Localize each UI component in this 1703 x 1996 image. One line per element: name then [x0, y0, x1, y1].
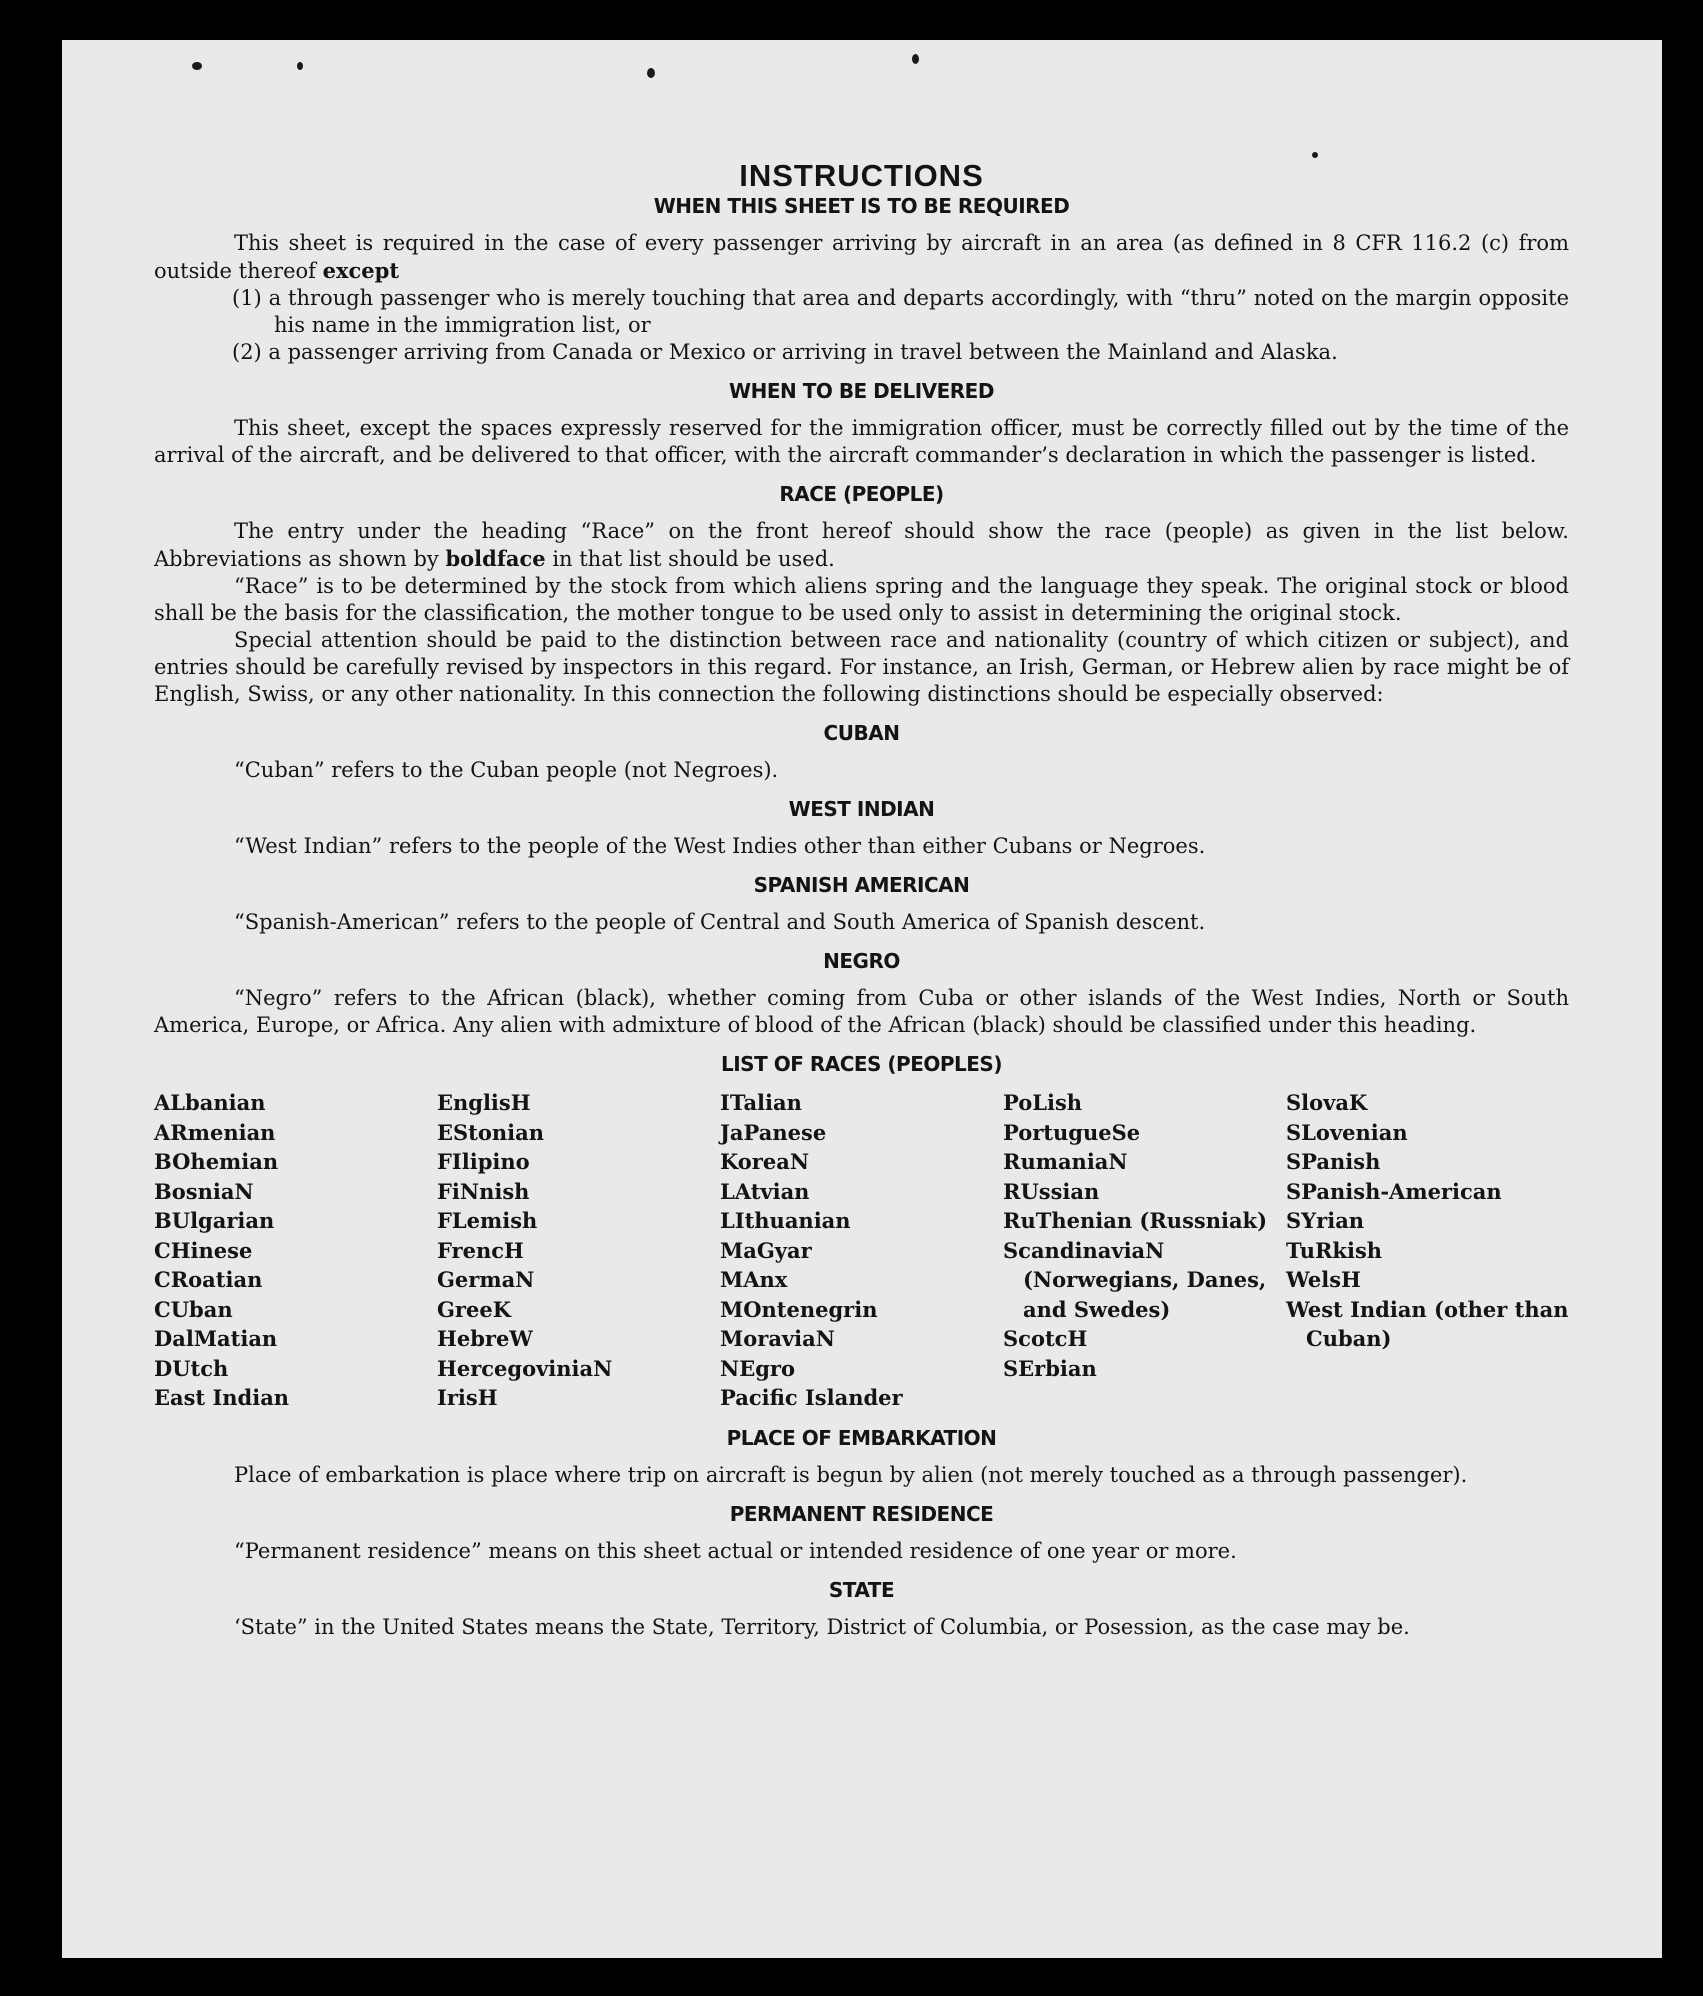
required-item-2: (2) a passenger arriving from Canada or Mexico or arriving in travel between the Mainland and Alaska.	[232, 340, 1338, 364]
race-paragraph-2: “Race” is to be determined by the stock from which aliens spring and the language they speak. The original stock or blood shall be the basis for the classification, the mother tongue to be used only to assist in determining the original stock.	[154, 574, 1569, 625]
race-item: SPanish-American	[1286, 1178, 1502, 1204]
race-item: SErbian	[1003, 1355, 1097, 1381]
heading-when-required: WHEN THIS SHEET IS TO BE REQUIRED	[653, 194, 1070, 218]
heading-place-of-embarkation: PLACE OF EMBARKATION	[726, 1425, 997, 1450]
heading-state: STATE	[828, 1577, 895, 1602]
ink-speck	[647, 68, 655, 78]
race-item: ALbanian	[154, 1090, 266, 1115]
delivered-text: This sheet, except the spaces expressly reserved for the immigration officer, must be correctly filled out by the time of the arrival of the aircraft, and be delivered to that officer, with the aircraft commander’s declaration in which the passenger is listed.	[154, 416, 1569, 467]
race-item: WelsH	[1286, 1267, 1361, 1292]
race-item: SYrian	[1286, 1208, 1365, 1233]
race-item: ScotcH	[1003, 1326, 1088, 1351]
race-paragraph-3: Special attention should be paid to the distinction between race and nationality (country of which citizen or subject), and entries should be carefully revised by inspectors in this regard. For instance, an Irish, German, or Hebrew alien by race might be of English, Swiss, or any other nationality. In this connection the following distinctions should be especially observed:	[154, 628, 1569, 706]
race-item: Pacific Islander	[720, 1385, 903, 1410]
ink-speck	[297, 62, 303, 70]
race-paragraph-1: The entry under the heading “Race” on the front hereof should show the race (people) as given in the list below. Abbreviations as shown by boldface in that list should be used.	[154, 519, 1569, 571]
ink-speck	[912, 54, 919, 64]
race-item: TuRkish	[1286, 1237, 1383, 1263]
races-column-1	[154, 1088, 437, 1413]
ink-speck	[192, 62, 202, 70]
race-item: RuThenian (Russniak)	[1003, 1208, 1268, 1233]
required-item-1: (1) a through passenger who is merely touching that area and departs accordingly, with “thru” noted on the margin opposite his name in the immigration list, or	[232, 286, 1569, 337]
race-item: EStonian	[437, 1119, 544, 1145]
race-item: NEgro	[720, 1355, 795, 1381]
heading-race: RACE (PEOPLE)	[779, 482, 944, 506]
heading-when-delivered: WHEN TO BE DELIVERED	[729, 379, 994, 403]
race-item: HercegoviniaN	[437, 1355, 613, 1381]
race-item: PortugueSe	[1003, 1119, 1141, 1145]
race-item: East Indian	[154, 1385, 290, 1410]
race-item: LIthuanian	[720, 1208, 851, 1233]
race-item: MAnx	[720, 1267, 788, 1292]
page-title: INSTRUCTIONS	[739, 158, 984, 193]
race-item: ARmenian	[154, 1119, 276, 1145]
instructions-content	[154, 158, 1569, 1641]
race-item: FiNnish	[437, 1178, 530, 1204]
race-item: IrisH	[437, 1385, 498, 1410]
race-item: ScandinaviaN (Norwegians, Danes, and Swedes)	[1003, 1237, 1267, 1322]
race-item: CRoatian	[154, 1267, 263, 1292]
race-item: FIlipino	[437, 1149, 530, 1174]
race-item: SlovaK	[1286, 1090, 1368, 1115]
spanish-american-text: “Spanish-American” refers to the people of Central and South America of Spanish descent.	[234, 910, 1206, 934]
race-item: BosniaN	[154, 1178, 254, 1204]
races-list	[154, 1088, 1569, 1413]
race-item: GreeK	[437, 1296, 511, 1322]
race-item: ITalian	[720, 1090, 802, 1115]
race-item: KoreaN	[720, 1149, 810, 1174]
residence-text: “Permanent residence” means on this sheet actual or intended residence of one year or more.	[234, 1538, 1237, 1563]
race-item: DUtch	[154, 1355, 229, 1381]
heading-negro: NEGRO	[823, 949, 900, 973]
race-item: HebreW	[437, 1326, 533, 1351]
race-item: MaGyar	[720, 1237, 812, 1263]
race-item: EnglisH	[437, 1090, 531, 1115]
race-item: FLemish	[437, 1208, 538, 1233]
race-item: PoLish	[1003, 1090, 1083, 1115]
races-column-5	[1286, 1088, 1569, 1413]
state-text: ‘State” in the United States means the State, Territory, District of Columbia, or Posession, as the case may be.	[234, 1614, 1410, 1639]
race-item: MOntenegrin	[720, 1296, 878, 1322]
race-item: LAtvian	[720, 1178, 810, 1204]
race-item: CHinese	[154, 1237, 253, 1263]
race-item: JaPanese	[720, 1119, 827, 1145]
required-intro: This sheet is required in the case of every passenger arriving by aircraft in an area (as defined in 8 CFR 116.2 (c) from outside thereof except	[154, 231, 1569, 283]
heading-west-indian: WEST INDIAN	[788, 797, 935, 821]
races-column-2	[437, 1088, 720, 1413]
race-item: RUssian	[1003, 1178, 1100, 1204]
race-item: BUlgarian	[154, 1208, 275, 1233]
race-item: BOhemian	[154, 1149, 279, 1174]
race-item: MoraviaN	[720, 1326, 835, 1351]
embarkation-text: Place of embarkation is place where trip on aircraft is begun by alien (not merely touched as a through passenger).	[234, 1462, 1468, 1487]
race-item: RumaniaN	[1003, 1149, 1128, 1174]
race-item: SLovenian	[1286, 1119, 1408, 1145]
heading-spanish-american: SPANISH AMERICAN	[753, 873, 970, 897]
race-item: West Indian (other than Cuban)	[1286, 1296, 1569, 1351]
cuban-text: “Cuban” refers to the Cuban people (not Negroes).	[234, 758, 779, 782]
race-item: CUban	[154, 1296, 233, 1322]
race-item: GermaN	[437, 1267, 535, 1292]
race-item: FrencH	[437, 1237, 524, 1263]
race-item: DalMatian	[154, 1326, 278, 1351]
heading-permanent-residence: PERMANENT RESIDENCE	[729, 1501, 994, 1526]
heading-list-of-races: LIST OF RACES (PEOPLES)	[721, 1052, 1002, 1076]
ink-speck	[1312, 152, 1318, 158]
negro-text: “Negro” refers to the African (black), whether coming from Cuba or other islands of the West Indies, North or South America, Europe, or Africa. Any alien with admixture of blood of the African (black) should be classified under this heading.	[154, 986, 1569, 1037]
race-item: SPanish	[1286, 1149, 1381, 1174]
races-column-4	[1003, 1088, 1286, 1413]
west-indian-text: “West Indian” refers to the people of the West Indies other than either Cubans or Negroes.	[234, 834, 1206, 858]
races-column-3	[720, 1088, 1003, 1413]
document-page	[62, 40, 1662, 1958]
heading-cuban: CUBAN	[823, 721, 900, 745]
